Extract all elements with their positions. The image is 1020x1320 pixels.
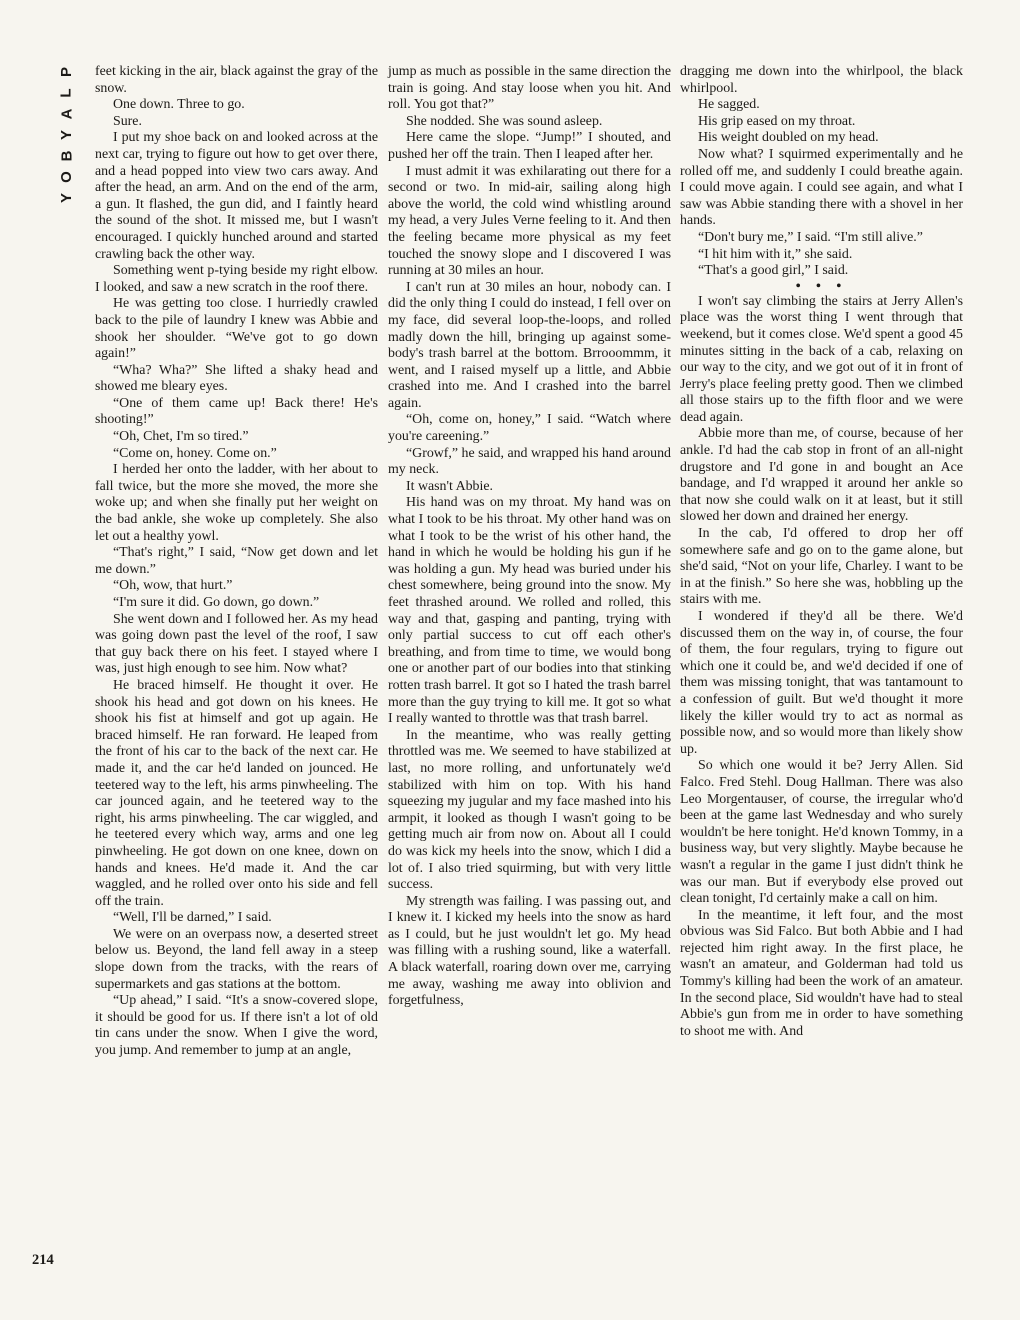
paragraph: “Oh, come on, honey,” I said. “Watch where you're careening.”: [388, 412, 671, 445]
paragraph: “Well, I'll be darned,” I said.: [113, 910, 272, 926]
paragraph: One down. Three to go.: [113, 97, 245, 113]
text-column-2: [388, 64, 671, 1010]
paragraph: She went down and I followed her. As my head was going down past the level of the roof, I saw that guy back there on his feet. I stayed where I was, just high enough to see him. Now what?: [95, 611, 378, 677]
paragraph: In the meantime, it left four, and the most obvious was Sid Falco. But both Abbie and I had rejected him right away. In the first place, he wasn't an amateur, and Golderman had told us Tommy's killing had been the work of an amateur. In the second place, Sid wouldn't have had to steal Abbie's gun from me in order to have something to shoot me with. And: [680, 907, 963, 1039]
paragraph: “Oh, wow, that hurt.”: [113, 578, 233, 594]
paragraph: “Growf,” he said, and wrapped his hand around my neck.: [388, 445, 671, 478]
paragraph: He sagged.: [698, 97, 760, 113]
paragraph: “One of them came up! Back there! He's shooting!”: [95, 395, 378, 428]
paragraph: dragging me down into the whirlpool, the black whirlpool.: [680, 64, 963, 96]
paragraph: “Oh, Chet, I'm so tired.”: [113, 429, 249, 445]
paragraph: I must admit it was exhilarating out there for a second or two. In mid-air, sailing along high above the world, the cold wind whistling around my head, a very Jules Verne feeling to it. And then the feeling became more physical as my feet touched the snowy slope and I discovered I was running at 30 miles an hour.: [388, 163, 671, 279]
paragraph: My strength was failing. I was passing out, and I knew it. I kicked my heels into the snow as hard as I could, but he just wouldn't let go. My head was filling with a rushing sound, like a waterfall. A black waterfall, roaring down over me, carrying me away, washing me away into oblivion and forgetfulness,: [388, 893, 671, 1009]
paragraph: She nodded. She was sound asleep.: [406, 113, 603, 129]
magazine-masthead: [56, 62, 78, 208]
text-column-1: [95, 64, 378, 1060]
masthead-letter: L: [57, 88, 75, 98]
paragraph: I can't run at 30 miles an hour, nobody can. I did the only thing I could do instead, I fell over on my face, did several loop-the-loops, and rolled madly down the hill, bringing up against somebody's trash barrel at the bottom. Brrooommm, it went, and I raised myself up a little, and Abbie crashed into me. And I crashed into the barrel again.: [388, 279, 671, 411]
page-number: 214: [32, 1252, 54, 1268]
paragraph: I herded her onto the ladder, with her about to fall twice, but the more she moved, the more she woke up; and when she finally put her weight on the bad ankle, she woke up completely. She also let out a healthy yowl.: [95, 462, 378, 544]
masthead-letter: A: [58, 108, 75, 120]
paragraph: I wondered if they'd all be there. We'd discussed them on the way in, of course, the four of them, the four regulars, trying to figure out which one it could be, and we'd decided if one of them was missing tonight, that was tantamount to a confession of guilt. But we'd thought it more likely the killer would try to act as normal as possible now, and so would more than likely show up.: [680, 609, 963, 757]
masthead-letter: B: [58, 150, 75, 162]
paragraph: “That's a good girl,” I said.: [698, 263, 849, 279]
paragraph: It wasn't Abbie.: [406, 478, 493, 494]
paragraph: We were on an overpass now, a deserted street below us. Beyond, the land fell away in a steep slope down from the tracks, with the rears of supermarkets and gas stations at the bottom.: [95, 926, 378, 992]
paragraph: “Come on, honey. Come on.”: [113, 445, 277, 461]
paragraph: feet kicking in the air, black against the gray of the snow.: [95, 64, 378, 96]
text-column-3: [680, 64, 963, 1040]
paragraph: I won't say climbing the stairs at Jerry Allen's place was the worst thing I went through that weekend, but it comes close. We'd spent a good 45 minutes sitting in the back of a cab, relaxing on our way to the city, and we got out of it in front of Jerry's place feeling pretty good. Then we climbed all those stairs up to the fifth floor and we were dead again.: [680, 293, 963, 425]
section-separator: • • •: [795, 278, 848, 294]
paragraph: “Up ahead,” I said. “It's a snow-covered slope, it should be good for us. If there isn't a lot of old tin cans under the snow. When I give the word, you jump. And remember to jump at an angle,: [95, 993, 378, 1059]
paragraph: In the cab, I'd offered to drop her off somewhere safe and go on to the game alone, but she'd said, “Not on your life, Charley. I want to be in at the finish.” So here she was, hobbling up the stairs with me.: [680, 526, 963, 608]
paragraph: Now what? I squirmed experimentally and he rolled off me, and suddenly I could breathe again. I could move again. I could see again, and what I saw was Abbie standing there with a shovel in her hands.: [680, 146, 963, 229]
paragraph: “Don't bury me,” I said. “I'm still alive.”: [698, 229, 923, 245]
paragraph: His grip eased on my throat.: [698, 113, 856, 129]
paragraph: He braced himself. He thought it over. He shook his head and got down on his knees. He shook his fist at himself and got up again. He braced himself. He ran forward. He leaped from the front of his car to the back of the next car. He made it, and the car he'd landed on jounced. He teetered way to the left, his arms pinwheeling. The car jounced again, and he teetered way to the right, his arms pinwheeling. The car wiggled, and he teetered every which way, arms and one leg pinwheeling. He got down on one knee, down on hands and knees. He'd made it. And the car waggled, and he rolled over onto his side and fell off the train.: [95, 677, 378, 909]
masthead-letter: O: [57, 171, 75, 183]
paragraph: His weight doubled on my head.: [698, 130, 879, 146]
masthead-letter: P: [57, 66, 75, 78]
paragraph: “I hit him with it,” she said.: [698, 246, 853, 262]
paragraph: Abbie more than me, of course, because of her ankle. I'd had the cab stop in front of an all-night drugstore and I'd gone in and bought an Ace bandage, and I'd wrapped it around her ankle so that now she could walk on it at least, but it still slowed her down and drained her energy.: [680, 426, 963, 525]
paragraph: Something went p-tying beside my right elbow. I looked, and saw a new scratch in the roof there.: [95, 263, 378, 295]
paragraph: In the meantime, who was really getting throttled was me. We seemed to have stabilized at last, no more rolling, and unfortunately we'd stabilized with him on top. With his hand squeezing my jugular and my face mashed into his armpit, it looked as though I wasn't going to be getting much air from now on. About all I could do was kick my heels into the snow, which I did a lot of. I also tried squirming, but with very little success.: [388, 727, 671, 893]
paragraph: “I'm sure it did. Go down, go down.”: [113, 595, 320, 610]
paragraph: Here came the slope. “Jump!” I shouted, and pushed her off the train. Then I leaped after her.: [388, 130, 671, 162]
paragraph: I put my shoe back on and looked across at the next car, trying to figure out how to get over there, and a head popped into view two cars away. And after the head, an arm. And on the end of the arm, a gun. It flashed, the gun did, and I faintly heard the sound of the shot. It missed me, but I wasn't encouraged. I quickly hunched around and started crawling back the other way.: [95, 130, 378, 262]
paragraph: “That's right,” I said, “Now get down and let me down.”: [95, 545, 378, 577]
paragraph: So which one would it be? Jerry Allen. Sid Falco. Fred Stehl. Doug Hallman. There was also Leo Morgentauser, of course, the irregular who'd been at the game last Wednesday and who surely wouldn't be here tonight. He'd known Tommy, in a business way, but very slightly. Maybe because he wasn't a regular in the game I just didn't think he was our man. But if everybody else proved out clean tonight, I'd certainly make a call on him.: [680, 758, 963, 907]
masthead-letter: Y: [57, 129, 75, 141]
paragraph: “Wha? Wha?” She lifted a shaky head and showed me bleary eyes.: [95, 362, 378, 395]
paragraph: His hand was on my throat. My hand was on what I took to be his throat. My other hand was on what I took to be the wrist of his other hand, the hand in which he would be holding his gun if he was holding a gun. My head was buried under his chest somewhere, being ground into the snow. My feet thrashed around. We rolled and rolled, this way and that, gasping and panting, trying with only partial success to cut off each other's breathing, and from time to time, we would bong one or another part of our bodies into that stinking rotten trash barrel. It got so I hated the trash barrel more than the guy trying to kill me. It got so what I really wanted to throttle was that trash barrel.: [388, 495, 671, 727]
paragraph: Sure.: [113, 113, 142, 129]
masthead-letter: Y: [57, 192, 75, 204]
paragraph: jump as much as possible in the same direction the train is going. And stay loose when you hit. And roll. You got that?”: [388, 64, 671, 113]
paragraph: He was getting too close. I hurriedly crawled back to the pile of laundry I knew was Abbie and shook her shoulder. “We've got to go down again!”: [95, 296, 378, 362]
